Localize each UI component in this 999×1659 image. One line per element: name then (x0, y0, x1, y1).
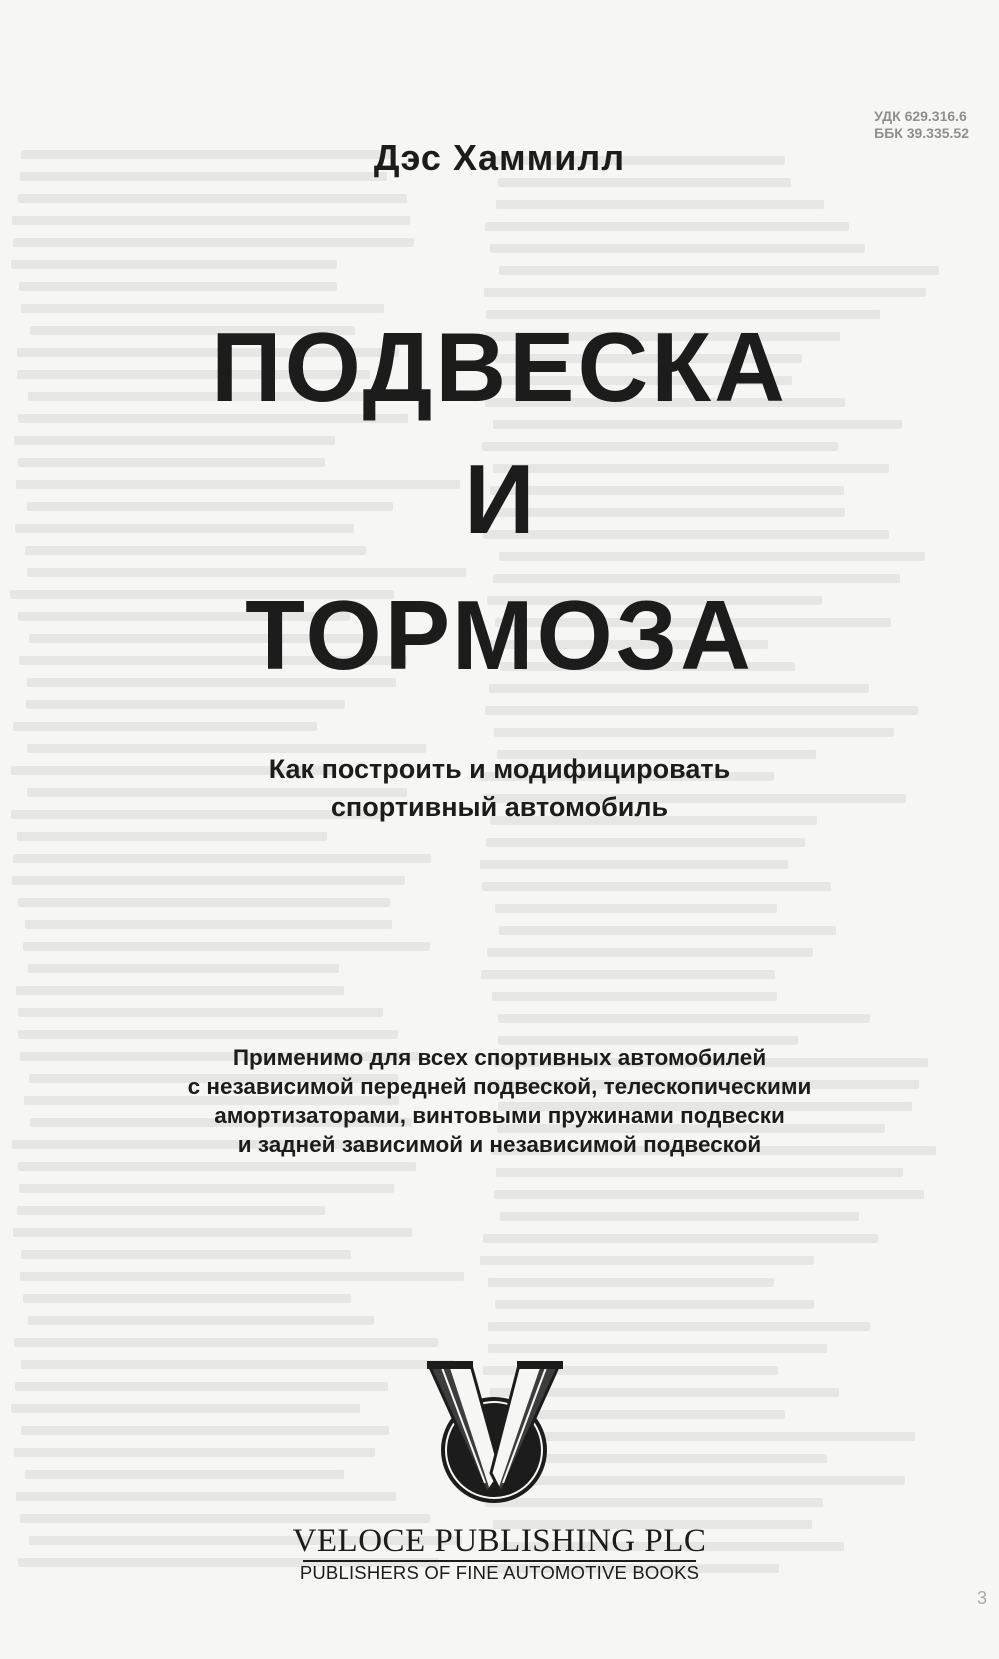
title-line-3: ТОРМОЗА (245, 580, 754, 690)
bleed-line (490, 244, 865, 253)
bleed-line (26, 700, 345, 709)
applicability-line-3: амортизаторами, винтовыми пружинами подвески (214, 1103, 785, 1128)
bleed-line (18, 1008, 384, 1017)
applicability-line-4: и задней зависимой и независимой подвеской (237, 1132, 762, 1157)
bleed-line (20, 1514, 430, 1523)
bleed-line (499, 266, 939, 275)
subtitle-line-2: спортивный автомобиль (330, 792, 669, 822)
bleed-line (483, 1234, 878, 1243)
bleed-line (488, 1344, 827, 1353)
bleed-line (20, 1272, 464, 1281)
bleed-line (495, 904, 776, 913)
bleed-line (21, 1426, 389, 1435)
bleed-line (16, 986, 344, 995)
bleed-line (480, 860, 788, 869)
page-number: 3 (976, 1588, 987, 1608)
bleed-line (19, 1184, 394, 1193)
bleed-line (19, 282, 337, 291)
bleed-line (11, 260, 337, 269)
bleed-line (494, 728, 894, 737)
bleed-line (18, 1162, 416, 1171)
bleed-line (494, 1190, 924, 1199)
bleed-line (11, 1404, 361, 1413)
bleed-line (500, 1212, 859, 1221)
bleed-line (21, 1360, 455, 1369)
bleed-line (495, 1300, 815, 1309)
bleed-line (12, 216, 411, 225)
bleed-line (480, 1256, 814, 1265)
bleed-line (498, 178, 791, 187)
udk-code: УДК 629.316.6 (874, 108, 967, 124)
bleed-line (18, 898, 390, 907)
bleed-line (21, 1250, 351, 1259)
bleed-line (17, 832, 327, 841)
bleed-line (28, 964, 340, 973)
bleed-line (481, 970, 775, 979)
bleed-line (486, 838, 805, 847)
applicability-line-1: Применимо для всех спортивных автомобилей (232, 1045, 767, 1070)
bleed-line (16, 1492, 397, 1501)
bleed-line (484, 288, 926, 297)
bleed-line (14, 1338, 439, 1347)
bleed-line (18, 1030, 397, 1039)
bleed-line (13, 722, 317, 731)
bleed-line (487, 948, 813, 957)
bleed-line (28, 1316, 374, 1325)
bleed-line (15, 1382, 388, 1391)
bleed-line (27, 568, 466, 577)
bleed-line (17, 1206, 325, 1215)
bleed-line (13, 854, 432, 863)
bleed-line (488, 1278, 774, 1287)
bleed-line (498, 1014, 870, 1023)
bleed-line (482, 882, 831, 891)
bleed-line (23, 942, 431, 951)
bleed-line (25, 920, 393, 929)
bleed-line (485, 706, 917, 715)
bleed-line (25, 1470, 344, 1479)
bleed-line (23, 1294, 351, 1303)
bleed-line (12, 876, 406, 885)
bleed-line (13, 238, 414, 247)
bleed-line (18, 194, 406, 203)
bleed-line (499, 552, 925, 561)
bleed-line (14, 1448, 375, 1457)
veloce-logo-icon (419, 1355, 569, 1505)
publisher-name: VELOCE PUBLISHING PLC (292, 1523, 707, 1559)
bleed-line (492, 992, 777, 1001)
publisher-tagline: PUBLISHERS OF FINE AUTOMOTIVE BOOKS (299, 1562, 700, 1583)
applicability-line-2: с независимой передней подвеской, телескопическими (187, 1074, 812, 1099)
bleed-line (13, 1228, 412, 1237)
title-line-1: ПОДВЕСКА (211, 312, 788, 422)
subtitle-line-1: Как построить и модифицировать (268, 754, 731, 784)
bleed-line (496, 1168, 904, 1177)
bleed-line (496, 200, 824, 209)
bleed-line (485, 222, 850, 231)
title-line-2: И (464, 444, 535, 554)
bbk-code: ББК 39.335.52 (874, 125, 969, 141)
bleed-line (499, 926, 836, 935)
applicability-note (0, 1043, 999, 1159)
bleed-line (488, 1322, 870, 1331)
author-name: Дэс Хаммилл (373, 137, 626, 178)
subtitle (0, 750, 999, 826)
bleed-line (14, 436, 334, 445)
